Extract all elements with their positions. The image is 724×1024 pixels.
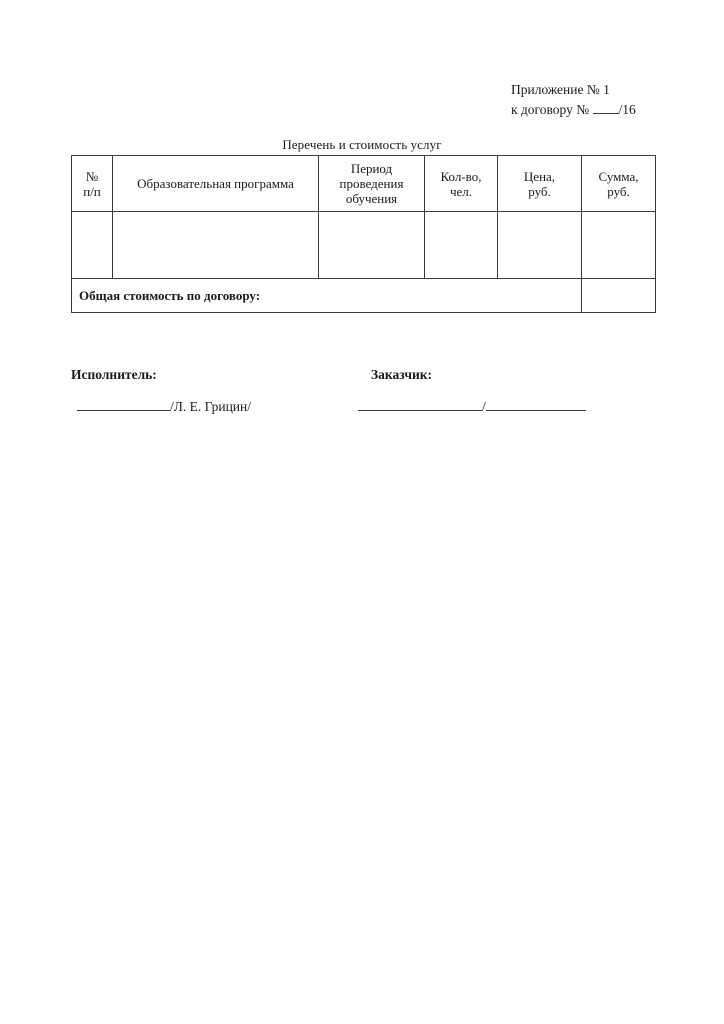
contract-reference-suffix: /16 <box>618 102 636 117</box>
header-quantity <box>425 156 498 212</box>
header-price-line1: Цена, <box>523 168 556 184</box>
customer-name-blank <box>486 398 586 411</box>
header-number-line1: № <box>85 168 99 184</box>
contract-number-blank <box>593 101 619 114</box>
cell-period <box>319 212 425 279</box>
cell-number <box>72 212 113 279</box>
appendix-number: Приложение № 1 <box>511 82 610 97</box>
cell-program <box>113 212 319 279</box>
header-quantity-line2: чел. <box>449 183 473 199</box>
contract-reference <box>511 100 636 120</box>
header-price <box>498 156 582 212</box>
header-sum <box>582 156 656 212</box>
document-title: Перечень и стоимость услуг <box>282 137 442 152</box>
cell-quantity <box>425 212 498 279</box>
table-header-row <box>72 156 656 212</box>
executor-label: Исполнитель: <box>71 367 157 382</box>
appendix-header <box>511 80 636 120</box>
executor-signature-blank <box>77 398 170 411</box>
services-table <box>71 155 656 313</box>
customer-separator: / <box>482 399 486 414</box>
table-row <box>72 212 656 279</box>
total-row <box>72 279 656 313</box>
header-price-line2: руб. <box>528 183 551 199</box>
header-period <box>319 156 425 212</box>
executor-signature-line <box>77 398 251 415</box>
customer-signature-blank <box>358 398 482 411</box>
cell-sum <box>582 212 656 279</box>
header-period-line3: обучения <box>345 191 398 206</box>
customer-label: Заказчик: <box>371 367 433 382</box>
contract-reference-prefix: к договору № <box>511 102 593 117</box>
header-period-line2: проведения <box>339 176 404 191</box>
header-program: Образовательная программа <box>113 156 319 212</box>
customer-signature-line <box>358 398 586 415</box>
header-sum-line1: Сумма, <box>598 168 639 184</box>
header-number <box>72 156 113 212</box>
header-number-line2: п/п <box>83 183 101 199</box>
total-sum-cell <box>582 279 656 313</box>
total-label: Общая стоимость по договору: <box>72 279 582 313</box>
header-quantity-line1: Кол-во, <box>440 168 482 184</box>
header-period-line1: Период <box>350 161 393 176</box>
executor-name: /Л. Е. Грицин/ <box>170 399 252 414</box>
cell-price <box>498 212 582 279</box>
header-sum-line2: руб. <box>607 183 630 199</box>
